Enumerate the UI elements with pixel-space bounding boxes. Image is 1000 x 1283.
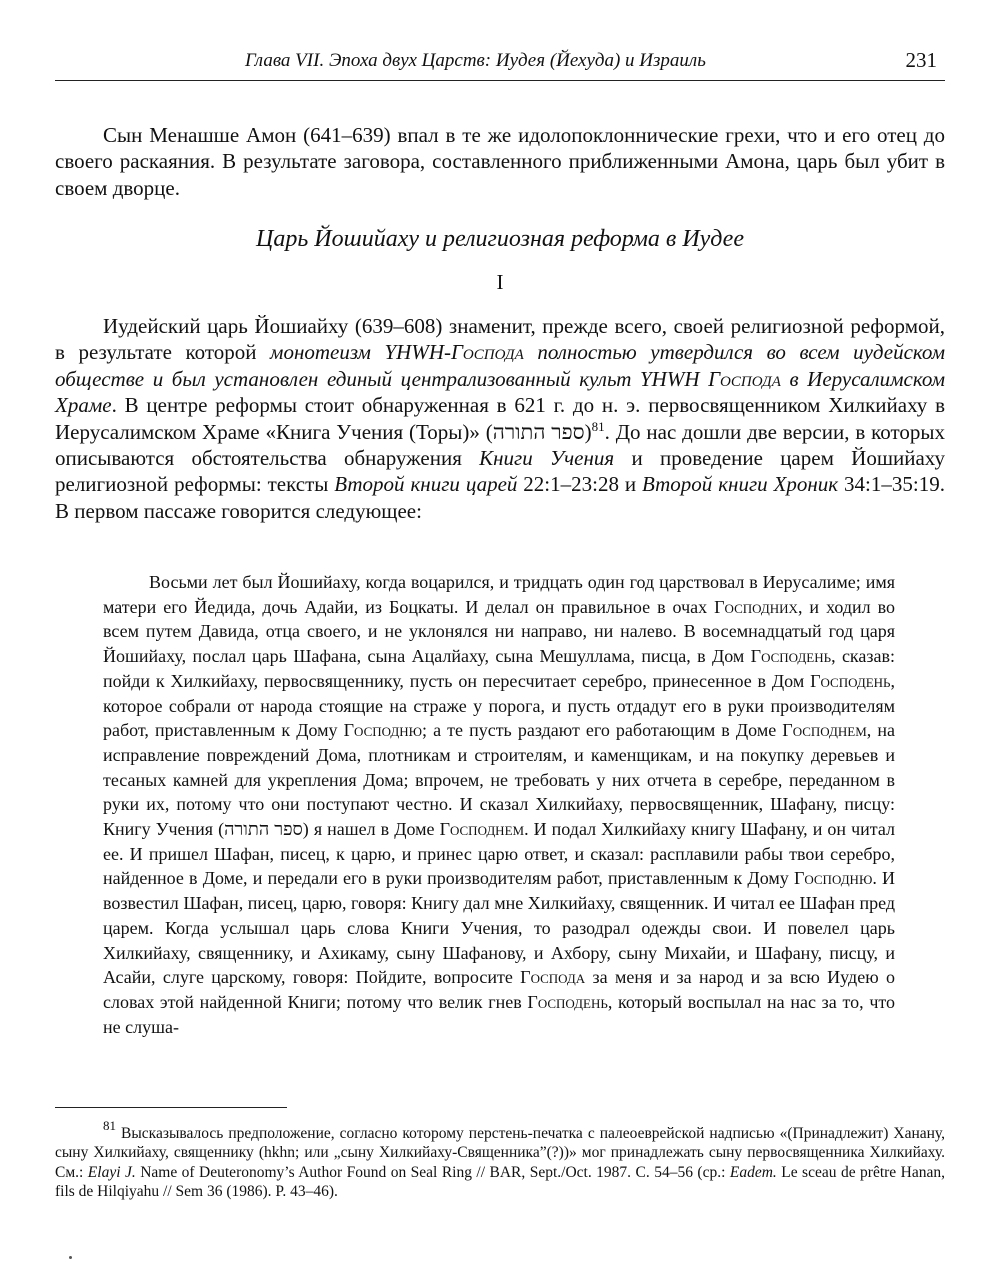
running-header — [55, 48, 945, 81]
main-text-1: Иудейский царь Йошиайху (639–608) знаменит, прежде всего, своей религиозной реформой, в результате которой — [55, 314, 945, 365]
quote-text-17: за меня и за народ и за всю Иудею о словах этой найденной Книги; потому что велик гнев — [103, 967, 895, 1012]
footnote-reference[interactable]: 81 — [591, 418, 605, 434]
quote-text-2: Господних — [714, 596, 798, 617]
main-paragraph — [55, 313, 945, 524]
quote-text-11: , на исправление повреждений Дома, плотникам и строителям, и каменщикам, и на покупку деревьев и тесаных камней для укрепления Дома; впрочем, не требовать у них отчета в серебре, переданном в руки их, потому что они поступают честно. И сказал Хилкийаху, первосвященник, Шафану, писцу: Книгу Учения (ספר התורה) я нашел в Доме — [103, 720, 895, 840]
quote-text-12: Господнем — [439, 819, 525, 840]
page-number: 231 — [905, 48, 937, 72]
footnote-text-1: Высказывалось предположение, согласно которому перстень-печатка с палеоеврейской надписью «(Принадлежит) Ханану, сыну Хилкийаху, священнику (hkhn; или „сыну Хилкийаху-Священника”(?))» мог принадлежать сыну первосвященника Хилкийаху. См.: — [55, 1125, 945, 1181]
quote-text-5: , сказав: пойди к Хилкийаху, первосвященнику, пусть он пересчитает серебро, принесенное в Дом — [103, 646, 895, 691]
quote-text-1: Восьми лет был Йошийаху, когда воцарился, и тридцать один год царствовал в Иерусалиме; имя матери его Йедида, дочь Адайи, из Боцкаты. И делал он правильное в очах — [103, 572, 895, 617]
intro-paragraph: Сын Менашше Амон (641–639) впал в те же идолопоклоннические грехи, что и его отец до своего раскаяния. В результате заговора, составленного приближенными Амона, царь был убит в своем дворце. — [55, 123, 945, 200]
section-title: Царь Йошийаху и религиозная реформа в Иудее — [256, 226, 744, 252]
footnote-text-5: Le sceau de prêtre Hanan, fils de Hilqiyahu // Sem 36 (1986). P. 43–46). — [55, 1163, 945, 1201]
main-text-11: Второй книги царей — [334, 472, 518, 497]
main-text-4: полностью утвердился во всем иудейском обществе и был установлен единый централизованный культ YHWH — [55, 340, 946, 391]
quote-text-4: Господень — [750, 646, 832, 667]
footnote-number: 81 — [103, 1118, 116, 1133]
running-head-title: Глава VII. Эпоха двух Царств: Иудея (Йехуда) и Израиль — [245, 50, 706, 71]
footnote-text-4: Eadem. — [729, 1163, 777, 1181]
main-text-13: Второй книги Хроник — [642, 472, 839, 497]
quote-text-10: Господнем — [782, 720, 867, 741]
quote-text-16: Господа — [520, 967, 586, 988]
main-text-7: . В центре реформы стоит обнаруженная в 621 г. до н. э. первосвященником Хилкийаху в Иерусалимском Храме «Книга Учения (Торы)» (ספר התורה) — [55, 393, 945, 444]
quote-text-15: . И возвестил Шафан, писец, царю, говоря: Книгу дал мне Хилкийаху, священник. И читал ее Шафан пред царем. Когда услышал царь слова Книги Учения, то разодрал одежды свои. И повелел царь Хилкийаху, священнику, и Ахикаму, сыну Шафанову, и Ахбору, сыну Михайи, и Шафану, писцу, и Асайи, слуге царскому, говоря: Пойдите, вопросите — [103, 868, 895, 988]
main-text-14: 34:1–35:19. В первом пассаже говорится следующее: — [55, 472, 945, 523]
main-text-3: Господа — [450, 340, 524, 365]
main-text-6: в Иерусалимском Храме — [55, 366, 945, 418]
scan-artifact-dot — [69, 1256, 72, 1259]
quote-text-14: Господню — [793, 868, 873, 889]
footnote-text-3: Name of Deuteronomy’s Author Found on Seal Ring // BAR, Sept./Oct. 1987. С. 54–56 (ср.: — [135, 1163, 730, 1181]
main-text-8: . До нас дошли две версии, в которых описываются обстоятельства обнаружения — [55, 419, 945, 471]
quote-text-3: , и ходил во всем путем Давида, отца своего, и не уклонялся ни направо, ни налево. В восемнадцатый год царя Йошийаху, послал царь Шафана, сына Ацалйаху, сына Мешуллама, писца, в Дом — [103, 596, 896, 667]
footnote-separator — [55, 1107, 287, 1108]
footnote-text-2: Elayi J. — [87, 1163, 136, 1181]
footnote — [55, 1118, 945, 1202]
main-text-5: Господа — [708, 366, 781, 391]
quote-text-13: . И подал Хилкийаху книгу Шафану, и он читал ее. И пришел Шафан, писец, к царю, и принес царю ответ, и сказал: расплавили рабы твои серебро, найденное в Доме, и передали его в руки производителям работ, приставленным к Дому — [103, 819, 895, 889]
quote-text-7: , которое собрали от народа стоящие на страже у порога, и пусть отдадут его в руки производителям работ, приставленным к Дому — [103, 670, 895, 741]
main-text-9: Книги Учения — [479, 446, 615, 471]
section-number: I — [496, 270, 504, 294]
main-text-10: и проведение царем Йошийаху религиозной реформы: тексты — [55, 446, 945, 497]
quote-text-6: Господень — [810, 670, 891, 691]
quote-text-18: Господень — [527, 991, 608, 1012]
quote-text-8: Господню — [343, 720, 422, 741]
main-text-12: 22:1–23:28 и — [517, 472, 643, 497]
quote-text-19: , который воспылал на нас за то, что не слуша- — [103, 991, 895, 1037]
quote-text-9: ; а те пусть раздают его работающим в Доме — [422, 720, 783, 741]
footnote-text — [55, 1118, 945, 1202]
main-text-2: монотеизм YHWH- — [270, 340, 451, 365]
block-quote — [103, 570, 895, 1039]
